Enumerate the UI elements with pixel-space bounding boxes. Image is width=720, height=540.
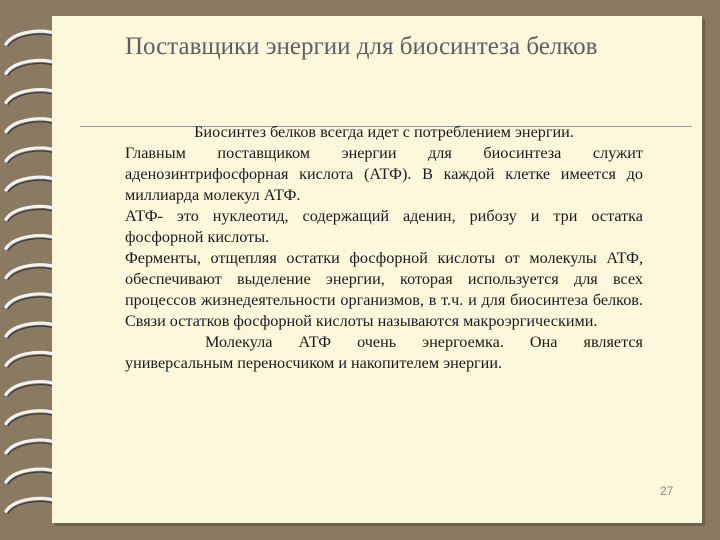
paragraph-enzymes: Ферменты, отщепляя остатки фосфорной кислоты от молекулы АТФ, обеспечивают выделение энергии, которая используется для всех процессов жизнедеятельности организмов, в т.ч. и для биосинтеза белков. Связи остатков фосфорной кислоты называются макроэргическими. <box>125 249 643 330</box>
slide-title: Поставщики энергии для биосинтеза белков <box>125 33 598 60</box>
paragraph-intro: Биосинтез белков всегда идет с потреблением энергии. <box>194 123 574 141</box>
paragraph-atp-supplier: Главным поставщиком энергии для биосинтеза служит аденозинтрифосфорная кислота (АТФ). В каждой клетке имеется до миллиарда молекул АТФ. <box>125 144 643 204</box>
slide-body <box>125 122 643 374</box>
paragraph-atp-definition: АТФ- это нуклеотид, содержащий аденин, рибозу и три остатка фосфорной кислоты. <box>125 207 643 246</box>
page-number: 27 <box>660 484 674 498</box>
paragraph-energy-carrier: Молекула АТФ очень энергоемка. Она является универсальным переносчиком и накопителем энергии. <box>125 333 643 372</box>
